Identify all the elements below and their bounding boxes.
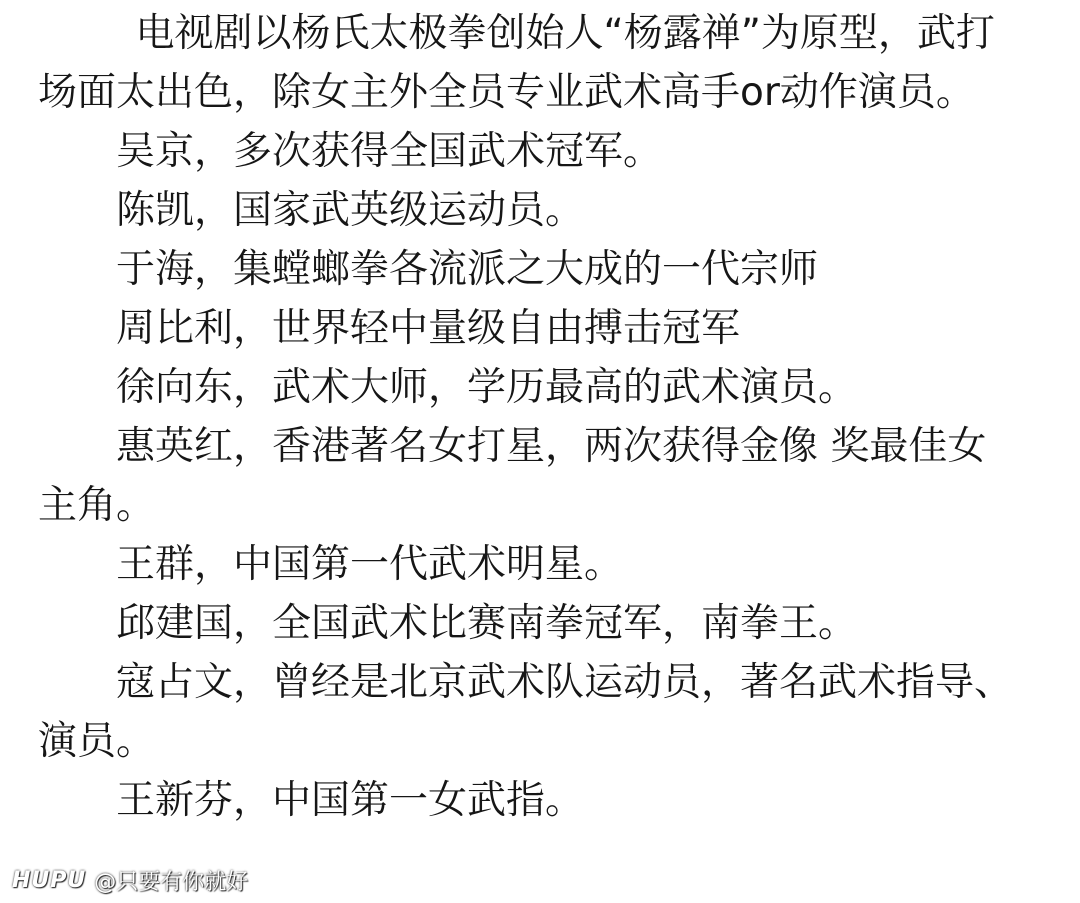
- cast-item-wang-qun: 王群，中国第一代武术明星。: [116, 542, 624, 587]
- cast-item-wang-xinfen: 王新芬，中国第一女武指。: [116, 778, 585, 823]
- cast-item-qiu-jianguo: 邱建国，全国武术比赛南拳冠军，南拳王。: [116, 601, 858, 646]
- watermark-user-handle: @只要有你就好: [94, 869, 249, 895]
- cast-item-xu-xiangdong: 徐向东，武术大师，学历最高的武术演员。: [116, 365, 858, 410]
- cast-item-wu-jing: 吴京，多次获得全国武术冠军。: [116, 129, 663, 174]
- hupu-logo-text: HUPU: [12, 867, 87, 893]
- hupu-watermark: [12, 864, 248, 896]
- cast-item-yu-hai: 于海，集螳螂拳各流派之大成的一代宗师: [116, 247, 819, 292]
- cast-item-chen-kai: 陈凯，国家武英级运动员。: [116, 188, 585, 233]
- cast-item-zhou-bili: 周比利，世界轻中量级自由搏击冠军: [116, 306, 741, 351]
- cast-item-kou-zhanwen: 寇占文，曾经是北京武术队运动员，著名武术指导、演员。: [38, 660, 1014, 764]
- cast-item-hui-yinghong: 惠英红，香港著名女打星，两次获得金像 奖最佳女主角。: [38, 424, 987, 528]
- intro-paragraph: 电视剧以杨氏太极拳创始人“杨露禅”为原型，武打场面太出色，除女主外全员专业武术高手or动作演员。: [38, 11, 995, 115]
